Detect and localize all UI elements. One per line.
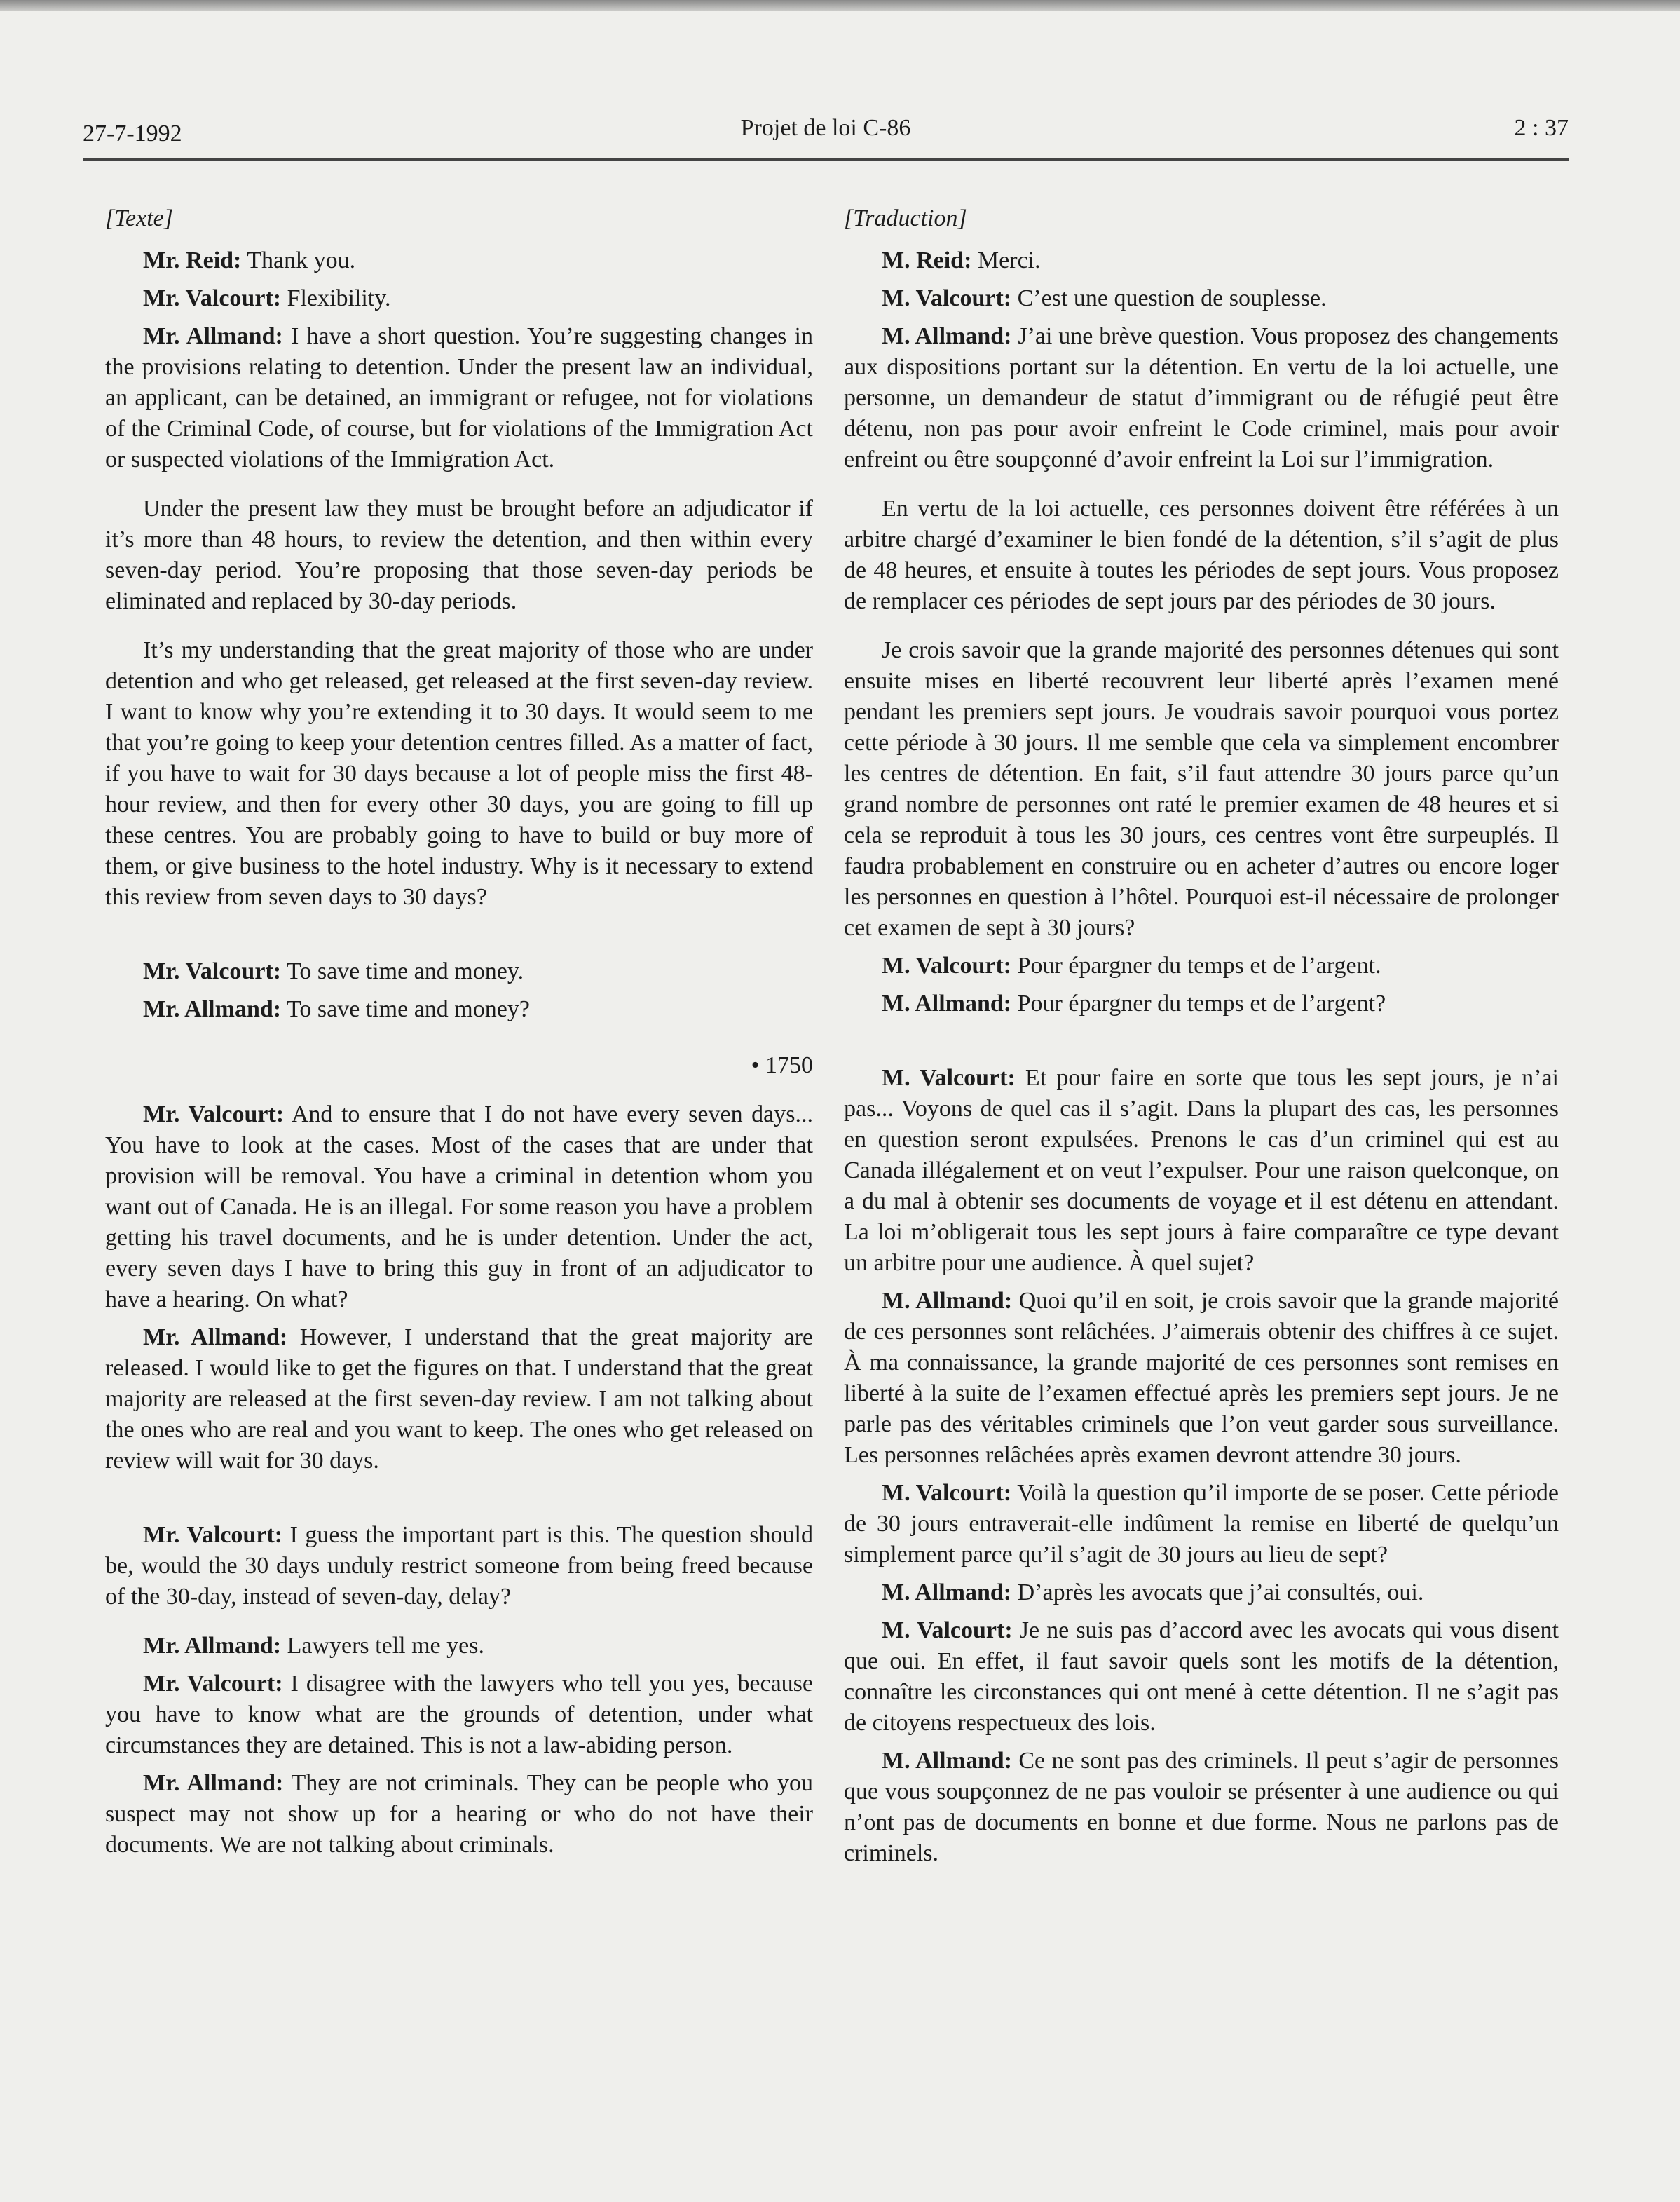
speaker-name: M. Allmand: (882, 1748, 1012, 1774)
header-rule (83, 158, 1569, 161)
speaker-name: Mr. Valcourt: (143, 1671, 283, 1697)
paragraph (105, 494, 813, 617)
english-column (105, 203, 813, 2096)
paragraph (105, 321, 813, 475)
column-marker-texte: [Texte] (105, 205, 173, 231)
speaker-name: M. Allmand: (882, 1579, 1012, 1605)
speaker-name: Mr. Valcourt: (143, 1522, 283, 1548)
paragraph (105, 1322, 813, 1476)
header-date: 27-7-1992 (83, 121, 182, 147)
speaker-name: M. Allmand: (882, 1288, 1013, 1314)
paragraph-text: To save time and money. (281, 958, 524, 984)
speaker-name: Mr. Allmand: (143, 323, 283, 349)
paragraph (105, 1099, 813, 1315)
paragraph (105, 994, 813, 1025)
paragraph-text: Quoi qu’il en soit, je crois savoir que la grande majorité de ces personnes sont relâchées. J’aimerais obtenir des chiffres à ce sujet. À ma connaissance, la grande majorité de ces personnes sont remises en liberté à la suite de l’examen effectué après les premiers sept jours. Je ne parle pas des véritables criminels que l’on veut garder sous surveillance. Les personnes relâchées après examen devront attendre 30 jours. (844, 1288, 1559, 1468)
paragraph (844, 494, 1559, 617)
paragraph (105, 1631, 813, 1661)
paragraph-text: D’après les avocats que j’ai consultés, oui. (1011, 1579, 1424, 1605)
paragraph-text: Merci. (971, 247, 1041, 273)
speaker-name: Mr. Allmand: (143, 1324, 288, 1350)
paragraph (844, 1746, 1559, 1869)
paragraph-text: Pour épargner du temps et de l’argent. (1011, 953, 1381, 979)
speaker-name: Mr. Valcourt: (143, 958, 282, 984)
speaker-name: Mr. Allmand: (143, 1770, 284, 1796)
speaker-name: M. Valcourt: (882, 1480, 1012, 1506)
paragraph (105, 635, 813, 913)
paragraph-text: However, I understand that the great majority are released. I would like to get the figures on that. I understand that the great majority are released at the first seven-day review. I am not talking about the ones who are real and you want to keep. The ones who get released on review will wait for 30 days. (105, 1324, 813, 1474)
paragraph (844, 283, 1559, 314)
speaker-name: Mr. Allmand: (143, 996, 282, 1022)
speaker-name: M. Valcourt: (882, 285, 1012, 311)
paragraph (844, 245, 1559, 276)
paragraph-text: Et pour faire en sorte que tous les sept jours, je n’ai pas... Voyons de quel cas il s’agit. Dans la plupart des cas, les personnes en question seront expulsées. Prenons le cas d’un criminel qui est au Canada illégalement et on veut l’expulser. Pour une raison quelconque, on a du mal à obtenir ses documents de voyage et il est détenu en attendant. La loi m’obligerait tous les sept jours à faire comparaître ce type devant un arbitre pour une audience. À quel sujet? (844, 1065, 1559, 1276)
paragraph-text: Under the present law they must be brought before an adjudicator if it’s more than 48 hours, to review the detention, and then within every seven-day period. You’re proposing that those seven-day periods be eliminated and replaced by 30-day periods. (105, 496, 813, 614)
paragraph-text: Je ne suis pas d’accord avec les avocats qui vous disent que oui. En effet, il faut savoir quels sont les motifs de la détention, connaître les circonstances qui ont mené à cette détention. Il ne s’agit pas de citoyens respectueux des lois. (844, 1617, 1559, 1736)
speaker-name: M. Reid: (882, 247, 972, 273)
paragraph-text: C’est une question de souplesse. (1011, 285, 1327, 311)
paragraph (844, 951, 1559, 981)
paragraph-text: Ce ne sont pas des criminels. Il peut s’agir de personnes que vous soupçonnez de ne pas vouloir se présenter à une audience ou qui n’ont pas de documents en bonne et due forme. Nous ne parlons pas de criminels. (844, 1748, 1559, 1866)
page-header (83, 115, 1569, 157)
speaker-name: Mr. Allmand: (143, 1633, 282, 1659)
speaker-name: Mr. Reid: (143, 247, 242, 273)
paragraph (105, 956, 813, 987)
paragraph-text: I have a short question. You’re suggesting changes in the provisions relating to detention. Under the present law an individual, an applicant, can be detained, an immigrant or refugee, not for violations of the Criminal Code, of course, but for violations of the Immigration Act or suspected violations of the Immigration Act. (105, 323, 813, 473)
speaker-name: M. Allmand: (882, 323, 1012, 349)
paragraph-text: And to ensure that I do not have every seven days... You have to look at the cases. Most of the cases that are under that provision will be removal. You have a criminal in detention whom you want out of Canada. He is an illegal. For some reason you have a problem getting his travel documents, and he is under detention. Under the act, every seven days I have to bring this guy in front of an adjudicator to have a hearing. On what? (105, 1101, 813, 1312)
paragraph-text: Lawyers tell me yes. (281, 1633, 484, 1659)
paragraph (844, 321, 1559, 475)
paragraph-text: Thank you. (241, 247, 356, 273)
paragraph (844, 1615, 1559, 1739)
header-title: Projet de loi C-86 (740, 115, 911, 141)
paragraph-text: Voilà la question qu’il importe de se poser. Cette période de 30 jours entraverait-elle indûment la remise en liberté de quelqu’un simplement parce qu’il s’agit de 30 jours au lieu de sept? (844, 1480, 1559, 1568)
paragraph (844, 635, 1559, 944)
french-column (844, 203, 1559, 2096)
paragraph-text: J’ai une brève question. Vous proposez des changements aux dispositions portant sur la détention. En vertu de la loi actuelle, une personne, un demandeur de statut d’immigrant ou de réfugié peut être détenu, non pas pour avoir enfreint le Code criminel, mais pour avoir enfreint ou être soupçonné d’avoir enfreint la Loi sur l’immigration. (844, 323, 1559, 473)
paragraph-text: To save time and money? (281, 996, 530, 1022)
paragraph (844, 988, 1559, 1019)
speaker-name: Mr. Valcourt: (143, 1101, 285, 1127)
paragraph (844, 1063, 1559, 1279)
paragraph-text: En vertu de la loi actuelle, ces personnes doivent être référées à un arbitre chargé d’examiner le bien fondé de la détention, s’il s’agit de plus de 48 heures, et ensuite à toutes les périodes de sept jours. Vous proposez de remplacer ces périodes de sept jours par des périodes de 30 jours. (844, 496, 1559, 614)
paragraph (105, 1520, 813, 1612)
paragraph (844, 1478, 1559, 1570)
speaker-name: M. Allmand: (882, 991, 1012, 1017)
scan-edge (0, 0, 1680, 11)
paragraph-text: It’s my understanding that the great majority of those who are under detention and who get released, get released at the first seven-day review. I want to know why you’re extending it to 30 days. It would seem to me that you’re going to keep your detention centres filled. As a matter of fact, if you have to wait for 30 days because a lot of people miss the first 48-hour review, and then for every other 30 days, you are going to fill up these centres. You are probably going to have to build or buy more of them, or give business to the hotel industry. Why is it necessary to extend this review from seven days to 30 days? (105, 637, 813, 910)
paragraph (105, 1669, 813, 1761)
header-page-number: 2 : 37 (1514, 115, 1569, 141)
paragraph-text: Je crois savoir que la grande majorité des personnes détenues qui sont ensuite mises en liberté recouvrent leur liberté après l’examen mené pendant les premiers sept jours. Je voudrais savoir pourquoi vous portez cette période à 30 jours. Il me semble que cela va simplement encombrer les centres de détention. En fait, s’il faut attendre 30 jours parce qu’un grand nombre de personnes ont raté le premier examen de 48 heures et si cela se reproduit à tous les 30 jours, ces centres vont être surpeuplés. Il faudra probablement en construire ou en acheter d’autres ou encore loger les personnes en question à l’hôtel. Pourquoi est-il nécessaire de prolonger cet examen de sept à 30 jours? (844, 637, 1559, 941)
paragraph (105, 283, 813, 314)
column-marker-traduction: [Traduction] (844, 205, 967, 231)
speaker-name: M. Valcourt: (882, 1065, 1016, 1091)
paragraph (105, 1768, 813, 1861)
paragraph (844, 1577, 1559, 1608)
paragraph-text: Flexibility. (281, 285, 391, 311)
paragraph-text: They are not criminals. They can be people who you suspect may not show up for a hearing or who do not have their documents. We are not talking about criminals. (105, 1770, 814, 1858)
timestamp: • 1750 (751, 1052, 813, 1078)
paragraph-text: Pour épargner du temps et de l’argent? (1011, 991, 1386, 1017)
paragraph-text: I disagree with the lawyers who tell you yes, because you have to know what are the grounds of detention, under what circumstances they are detained. This is not a law-abiding person. (105, 1671, 814, 1758)
paragraph (105, 245, 813, 276)
paragraph (844, 1286, 1559, 1471)
speaker-name: M. Valcourt: (882, 1617, 1013, 1643)
speaker-name: M. Valcourt: (882, 953, 1012, 979)
paragraph-text: I guess the important part is this. The question should be, would the 30 days unduly restrict someone from being freed because of the 30-day, instead of seven-day, delay? (105, 1522, 813, 1610)
speaker-name: Mr. Valcourt: (143, 285, 282, 311)
